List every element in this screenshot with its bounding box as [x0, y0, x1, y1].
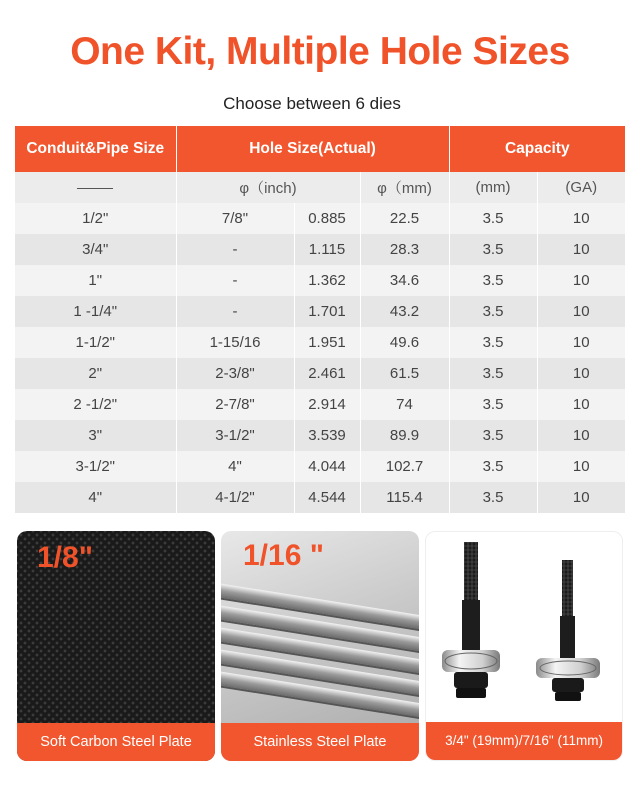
conduit-size-cell: 2 -1/2" [15, 389, 176, 420]
hole-inch-fraction-cell: 4" [176, 451, 294, 482]
table-row [15, 203, 625, 234]
capacity-ga-cell: 10 [537, 451, 625, 482]
capacity-ga-cell: 10 [537, 265, 625, 296]
table-row [15, 296, 625, 327]
units-dash [15, 172, 176, 203]
dies-panel [425, 531, 623, 761]
thickness-label-carbon: 1/8" [37, 541, 93, 574]
capacity-mm-cell: 3.5 [449, 203, 537, 234]
capacity-ga-cell: 10 [537, 203, 625, 234]
conduit-size-cell: 3" [15, 420, 176, 451]
header-hole-size: Hole Size(Actual) [176, 126, 449, 172]
conduit-size-cell: 2" [15, 358, 176, 389]
units-inch: φ（inch) [176, 172, 360, 203]
hole-mm-cell: 22.5 [360, 203, 449, 234]
hole-inch-decimal-cell: 4.544 [294, 482, 360, 513]
stainless-steel-panel [221, 531, 419, 761]
hole-mm-cell: 49.6 [360, 327, 449, 358]
hole-inch-fraction-cell: 4-1/2" [176, 482, 294, 513]
units-capacity-mm: (mm) [449, 172, 537, 203]
capacity-mm-cell: 3.5 [449, 234, 537, 265]
hole-mm-cell: 115.4 [360, 482, 449, 513]
capacity-mm-cell: 3.5 [449, 265, 537, 296]
carbon-steel-caption: Soft Carbon Steel Plate [17, 723, 215, 761]
thickness-label-stainless: 1/16 " [243, 539, 324, 572]
table-row [15, 482, 625, 513]
hole-inch-fraction-cell: 7/8" [176, 203, 294, 234]
hole-inch-fraction-cell: - [176, 265, 294, 296]
page-title: One Kit, Multiple Hole Sizes [70, 30, 570, 73]
hole-mm-cell: 43.2 [360, 296, 449, 327]
capacity-ga-cell: 10 [537, 389, 625, 420]
hole-inch-decimal-cell: 0.885 [294, 203, 360, 234]
hole-inch-decimal-cell: 2.914 [294, 389, 360, 420]
hole-inch-decimal-cell: 1.701 [294, 296, 360, 327]
header-conduit-pipe-size: Conduit&Pipe Size [15, 126, 176, 172]
conduit-size-cell: 4" [15, 482, 176, 513]
hole-inch-fraction-cell: 2-3/8" [176, 358, 294, 389]
hole-inch-decimal-cell: 4.044 [294, 451, 360, 482]
capacity-ga-cell: 10 [537, 358, 625, 389]
table-row [15, 234, 625, 265]
table-row [15, 265, 625, 296]
hole-mm-cell: 102.7 [360, 451, 449, 482]
hole-mm-cell: 61.5 [360, 358, 449, 389]
hole-mm-cell: 28.3 [360, 234, 449, 265]
conduit-size-cell: 3/4" [15, 234, 176, 265]
capacity-ga-cell: 10 [537, 327, 625, 358]
hole-inch-fraction-cell: 1-15/16 [176, 327, 294, 358]
hole-inch-decimal-cell: 1.362 [294, 265, 360, 296]
hole-mm-cell: 34.6 [360, 265, 449, 296]
capacity-ga-cell: 10 [537, 234, 625, 265]
hole-inch-decimal-cell: 1.115 [294, 234, 360, 265]
conduit-size-cell: 1" [15, 265, 176, 296]
dash-line [77, 188, 113, 189]
hole-mm-cell: 89.9 [360, 420, 449, 451]
units-mm: φ（mm) [360, 172, 449, 203]
hole-inch-decimal-cell: 3.539 [294, 420, 360, 451]
table-row [15, 358, 625, 389]
capacity-mm-cell: 3.5 [449, 451, 537, 482]
capacity-ga-cell: 10 [537, 420, 625, 451]
page-subtitle: Choose between 6 dies [223, 94, 401, 113]
draw-stud-dies-image [426, 532, 622, 722]
capacity-mm-cell: 3.5 [449, 296, 537, 327]
capacity-mm-cell: 3.5 [449, 358, 537, 389]
conduit-size-cell: 1-1/2" [15, 327, 176, 358]
hole-inch-decimal-cell: 1.951 [294, 327, 360, 358]
hole-mm-cell: 74 [360, 389, 449, 420]
small-die [536, 560, 600, 701]
capacity-mm-cell: 3.5 [449, 327, 537, 358]
capacity-mm-cell: 3.5 [449, 389, 537, 420]
hole-inch-fraction-cell: - [176, 234, 294, 265]
hole-inch-fraction-cell: - [176, 296, 294, 327]
dies-caption: 3/4" (19mm)/7/16" (11mm) [426, 722, 622, 760]
size-table [15, 126, 625, 513]
carbon-steel-panel [17, 531, 215, 761]
stainless-steel-caption: Stainless Steel Plate [221, 723, 419, 761]
table-row [15, 420, 625, 451]
capacity-ga-cell: 10 [537, 482, 625, 513]
capacity-ga-cell: 10 [537, 296, 625, 327]
table-row [15, 327, 625, 358]
hole-inch-decimal-cell: 2.461 [294, 358, 360, 389]
conduit-size-cell: 1 -1/4" [15, 296, 176, 327]
table-row [15, 389, 625, 420]
hole-inch-fraction-cell: 2-7/8" [176, 389, 294, 420]
table-row [15, 451, 625, 482]
capacity-mm-cell: 3.5 [449, 482, 537, 513]
hole-inch-fraction-cell: 3-1/2" [176, 420, 294, 451]
conduit-size-cell: 3-1/2" [15, 451, 176, 482]
large-die [442, 542, 500, 698]
units-capacity-ga: (GA) [537, 172, 625, 203]
conduit-size-cell: 1/2" [15, 203, 176, 234]
capacity-mm-cell: 3.5 [449, 420, 537, 451]
header-capacity: Capacity [449, 126, 625, 172]
